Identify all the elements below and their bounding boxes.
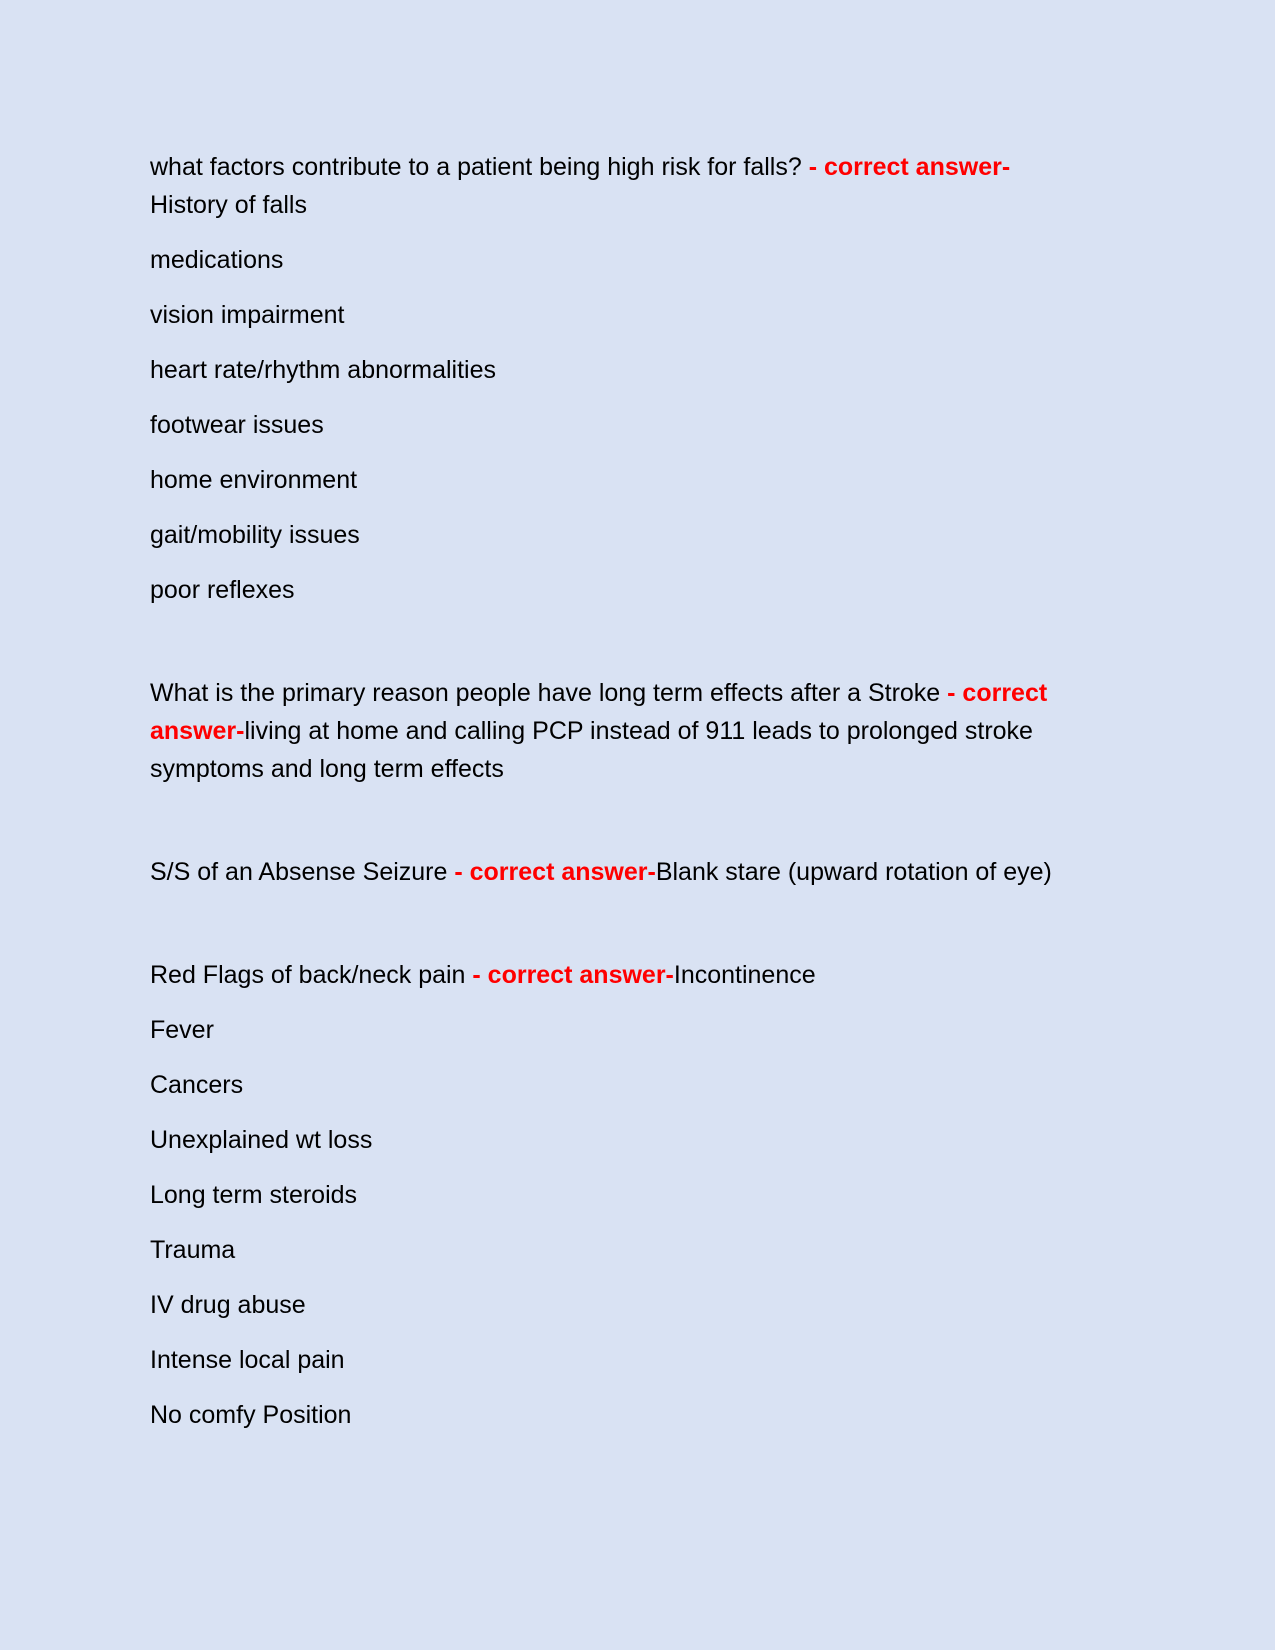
- qa-item-falls: [150, 148, 1125, 609]
- answer-list-item: Long term steroids: [150, 1181, 358, 1209]
- answer-text: Blank stare (upward rotation of eye): [655, 858, 1052, 886]
- answer-list-item: poor reflexes: [150, 576, 295, 604]
- question-text: S/S of an Absense Seizure: [150, 858, 455, 886]
- answer-list-item: IV drug abuse: [150, 1291, 306, 1319]
- correct-answer-tag: - correct answer-: [454, 858, 656, 886]
- section-gap: [150, 626, 1125, 674]
- answer-list-item: Cancers: [150, 1071, 244, 1099]
- question-text: what factors contribute to a patient being high risk for falls?: [150, 153, 809, 181]
- answer-text: living at home and calling PCP instead of 911 leads to prolonged stroke symptoms and long term effects: [150, 717, 1033, 783]
- answer-list-item: Unexplained wt loss: [150, 1126, 373, 1154]
- answer-list-item: medications: [150, 246, 284, 274]
- answer-list-item: home environment: [150, 466, 358, 494]
- qa-item-stroke: [150, 674, 1125, 788]
- correct-answer-tag: - correct answer-: [150, 679, 1048, 745]
- question-answer-paragraph: [150, 956, 1125, 994]
- answer-text: History of falls: [150, 191, 307, 219]
- qa-item-seizure: [150, 853, 1125, 891]
- section-gap: [150, 805, 1125, 853]
- question-answer-paragraph: [150, 853, 1125, 891]
- answer-list-item: heart rate/rhythm abnormalities: [150, 356, 496, 384]
- answer-list-item: footwear issues: [150, 411, 324, 439]
- question-text: Red Flags of back/neck pain: [150, 961, 473, 989]
- qa-item-back-pain: [150, 956, 1125, 1434]
- answer-list-item: vision impairment: [150, 301, 345, 329]
- question-answer-paragraph: [150, 148, 1125, 224]
- correct-answer-tag: - correct answer-: [808, 153, 1011, 181]
- question-answer-paragraph: [150, 674, 1125, 788]
- answer-list-item: Intense local pain: [150, 1346, 345, 1374]
- answer-list-item: Fever: [150, 1016, 214, 1044]
- answer-list-item: Trauma: [150, 1236, 236, 1264]
- correct-answer-tag: - correct answer-: [472, 961, 674, 989]
- answer-list-item: No comfy Position: [150, 1401, 352, 1429]
- section-gap: [150, 908, 1125, 956]
- answer-list-item: gait/mobility issues: [150, 521, 360, 549]
- question-text: What is the primary reason people have long term effects after a Stroke: [150, 679, 948, 707]
- answer-text: Incontinence: [673, 961, 816, 989]
